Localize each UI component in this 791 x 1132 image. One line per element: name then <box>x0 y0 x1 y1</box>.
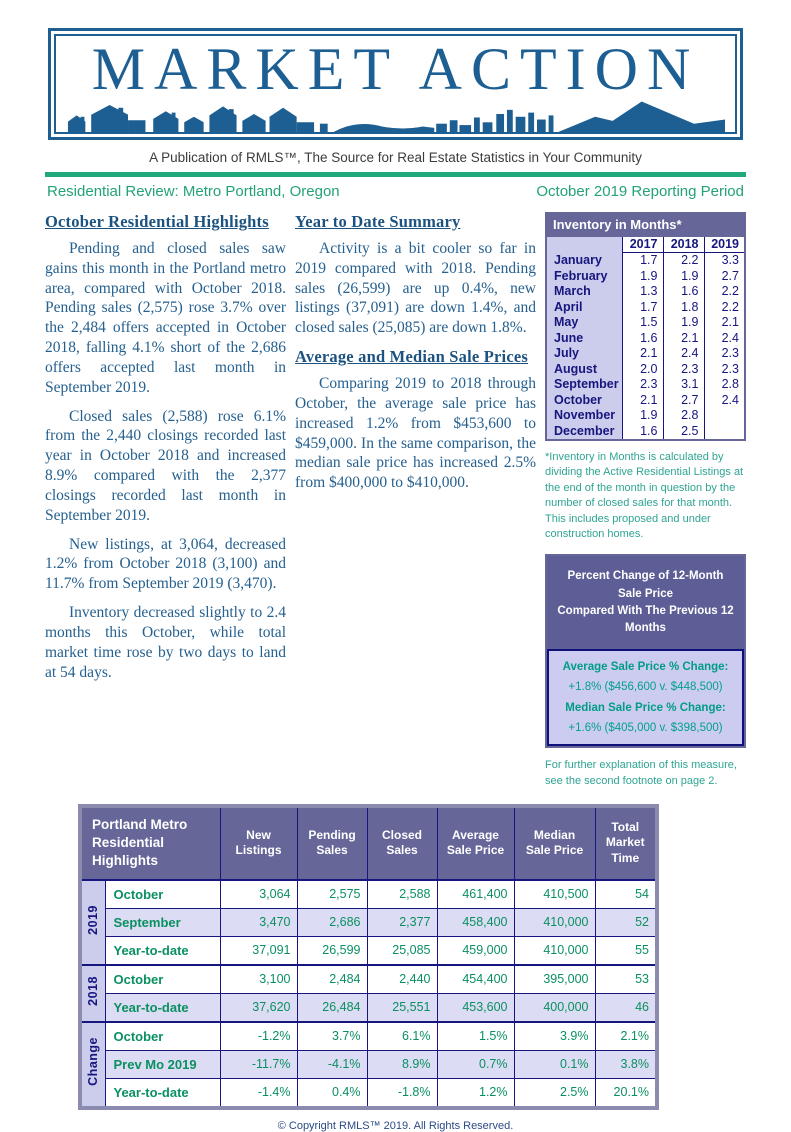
inventory-row <box>546 300 745 316</box>
summary-value-cell: 1.2% <box>437 1078 514 1108</box>
summary-value-cell: 3.7% <box>297 1022 367 1051</box>
summary-value-cell: 25,551 <box>367 993 437 1022</box>
inventory-value-cell <box>704 424 745 441</box>
highlights-paragraph: Pending and closed sales saw gains this month in the Portland metro area, compared with October 2018. Pending sales (2,575) rose 3.7% over the 2,484 offers accepted in October 2018, falling 4.1% short of the 2,686 offers accepted last month in September 2019. <box>45 240 286 396</box>
page-title: MARKET ACTION <box>91 36 700 102</box>
inventory-month-label: November <box>546 408 622 424</box>
green-divider <box>45 172 746 177</box>
summary-row-label: Year-to-date <box>105 936 220 965</box>
inventory-row <box>546 331 745 347</box>
inventory-value-cell: 3.1 <box>663 377 704 393</box>
summary-value-cell: 54 <box>595 880 657 909</box>
summary-value-cell: 8.9% <box>367 1050 437 1078</box>
inventory-year-header: 2019 <box>704 237 745 253</box>
summary-value-cell: 400,000 <box>514 993 595 1022</box>
summary-row <box>80 908 657 936</box>
summary-value-cell: -11.7% <box>220 1050 297 1078</box>
inventory-value-cell: 1.6 <box>622 331 663 347</box>
summary-row-label: October <box>105 880 220 909</box>
inventory-row <box>546 253 745 269</box>
summary-value-cell: 410,000 <box>514 936 595 965</box>
summary-year-group-cell <box>80 1022 105 1108</box>
summary-year-group-label: 2019 <box>86 904 101 935</box>
copyright-notice: © Copyright RMLS™ 2019. All Rights Reserved. <box>277 1119 514 1132</box>
summary-value-cell: 459,000 <box>437 936 514 965</box>
inventory-month-label: May <box>546 315 622 331</box>
review-row <box>45 183 746 200</box>
highlights-heading: October Residential Highlights <box>45 212 269 231</box>
inventory-value-cell: 2.5 <box>663 424 704 441</box>
summary-value-cell: 2,575 <box>297 880 367 909</box>
inventory-value-cell: 2.4 <box>704 393 745 409</box>
summary-value-cell: 2,484 <box>297 965 367 994</box>
sale-prices-heading: Average and Median Sale Prices <box>295 347 528 367</box>
inventory-row <box>546 284 745 300</box>
summary-row <box>80 1078 657 1108</box>
avg-sale-price-change-value: +1.8% ($456,600 v. $448,500) <box>568 681 723 694</box>
inventory-month-label: July <box>546 346 622 362</box>
inventory-value-cell: 1.3 <box>622 284 663 300</box>
inventory-row <box>546 424 745 441</box>
median-sale-price-change-value: +1.6% ($405,000 v. $398,500) <box>568 721 723 734</box>
summary-value-cell: 37,620 <box>220 993 297 1022</box>
inventory-value-cell: 2.7 <box>663 393 704 409</box>
inventory-value-cell: 1.9 <box>663 315 704 331</box>
inventory-value-cell: 1.5 <box>622 315 663 331</box>
ytd-column <box>295 212 536 790</box>
inventory-table <box>545 212 746 441</box>
inventory-month-label: December <box>546 424 622 441</box>
median-sale-price-change-label: Median Sale Price % Change: <box>565 701 726 714</box>
summary-value-cell: 2,440 <box>367 965 437 994</box>
inventory-value-cell: 2.2 <box>704 284 745 300</box>
inventory-year-header-row <box>546 237 745 253</box>
summary-column-header: Pending Sales <box>297 806 367 880</box>
summary-value-cell: 20.1% <box>595 1078 657 1108</box>
summary-column-header: Median Sale Price <box>514 806 595 880</box>
highlights-column <box>45 212 286 790</box>
summary-value-cell: 2.5% <box>514 1078 595 1108</box>
inventory-month-label: April <box>546 300 622 316</box>
summary-value-cell: -1.8% <box>367 1078 437 1108</box>
inventory-footnote: *Inventory in Months is calculated by dividing the Active Residential Listings at the end of the month in question by the number of closed sales for that month. This includes proposed and under construction homes. <box>545 451 744 540</box>
inventory-value-cell: 1.9 <box>663 269 704 285</box>
summary-row-label: September <box>105 908 220 936</box>
summary-year-group-cell <box>80 880 105 965</box>
inventory-value-cell: 1.7 <box>622 253 663 269</box>
summary-year-group-cell <box>80 965 105 1022</box>
summary-row-label: October <box>105 1022 220 1051</box>
inventory-row <box>546 346 745 362</box>
inventory-row <box>546 315 745 331</box>
inventory-value-cell: 2.1 <box>622 393 663 409</box>
summary-row <box>80 1022 657 1051</box>
summary-row-label: Prev Mo 2019 <box>105 1050 220 1078</box>
inventory-value-cell: 2.3 <box>663 362 704 378</box>
inventory-month-label: October <box>546 393 622 409</box>
highlights-paragraph: Inventory decreased slightly to 2.4 months this October, while total market time rose by two days to land at 54 days. <box>45 604 286 681</box>
summary-value-cell: 2,686 <box>297 908 367 936</box>
inventory-value-cell: 2.3 <box>622 377 663 393</box>
summary-value-cell: 461,400 <box>437 880 514 909</box>
avg-sale-price-change-label: Average Sale Price % Change: <box>562 661 729 674</box>
summary-value-cell: 458,400 <box>437 908 514 936</box>
summary-value-cell: 3.8% <box>595 1050 657 1078</box>
summary-value-cell: 3.9% <box>514 1022 595 1051</box>
percent-change-box <box>545 554 746 748</box>
summary-value-cell: -1.2% <box>220 1022 297 1051</box>
inventory-row <box>546 393 745 409</box>
inventory-value-cell <box>704 408 745 424</box>
inventory-value-cell: 1.9 <box>622 269 663 285</box>
summary-value-cell: 26,484 <box>297 993 367 1022</box>
summary-value-cell: 2.1% <box>595 1022 657 1051</box>
summary-year-group-label: 2018 <box>86 975 101 1006</box>
summary-table-body <box>80 880 657 1108</box>
summary-value-cell: 3,470 <box>220 908 297 936</box>
summary-value-cell: 26,599 <box>297 936 367 965</box>
sale-prices-paragraph: Comparing 2019 to 2018 through October, the average sale price has increased 1.2% from $453,600 to $459,000. In the same comparison, the median sale price has increased 2.5% from $400,000 to $410,000. <box>295 375 536 492</box>
summary-table-wrap <box>78 804 746 1110</box>
summary-value-cell: 3,100 <box>220 965 297 994</box>
summary-column-header: Total Market Time <box>595 806 657 880</box>
inventory-value-cell: 1.9 <box>622 408 663 424</box>
inventory-table-title: Inventory in Months* <box>546 213 745 237</box>
summary-table-title: Portland Metro Residential Highlights <box>80 806 220 880</box>
inventory-value-cell: 2.8 <box>663 408 704 424</box>
summary-value-cell: 1.5% <box>437 1022 514 1051</box>
inventory-corner-cell <box>546 237 622 253</box>
masthead-inner-frame <box>54 34 737 134</box>
inventory-value-cell: 2.0 <box>622 362 663 378</box>
inventory-month-label: March <box>546 284 622 300</box>
summary-row-label: October <box>105 965 220 994</box>
summary-value-cell: 2,377 <box>367 908 437 936</box>
inventory-value-cell: 2.3 <box>704 346 745 362</box>
summary-value-cell: 0.7% <box>437 1050 514 1078</box>
reporting-period-label: October 2019 Reporting Period <box>536 183 744 200</box>
summary-column-header: New Listings <box>220 806 297 880</box>
inventory-value-cell: 2.2 <box>704 300 745 316</box>
publication-tagline: A Publication of RMLS™, The Source for Real Estate Statistics in Your Community <box>149 150 642 165</box>
inventory-value-cell: 2.7 <box>704 269 745 285</box>
inventory-value-cell: 2.1 <box>622 346 663 362</box>
inventory-row <box>546 269 745 285</box>
percent-change-box-body <box>547 649 744 746</box>
inventory-value-cell: 1.6 <box>622 424 663 441</box>
summary-value-cell: 395,000 <box>514 965 595 994</box>
summary-row <box>80 936 657 965</box>
inventory-value-cell: 2.4 <box>663 346 704 362</box>
report-region-label: Residential Review: Metro Portland, Oregon <box>47 183 340 200</box>
summary-value-cell: 2,588 <box>367 880 437 909</box>
inventory-month-label: September <box>546 377 622 393</box>
summary-row <box>80 1050 657 1078</box>
summary-year-group-label: Change <box>86 1037 101 1086</box>
summary-value-cell: -4.1% <box>297 1050 367 1078</box>
summary-value-cell: 3,064 <box>220 880 297 909</box>
ytd-paragraph: Activity is a bit cooler so far in 2019 compared with 2018. Pending sales (26,599) are up 0.4%, new listings (37,091) are down 1.4%, and closed sales (25,085) are down 1.8%. <box>295 240 536 337</box>
summary-value-cell: 0.4% <box>297 1078 367 1108</box>
inventory-year-header: 2018 <box>663 237 704 253</box>
ytd-heading: Year to Date Summary <box>295 212 461 231</box>
summary-column-header: Average Sale Price <box>437 806 514 880</box>
content-columns <box>45 212 746 790</box>
summary-row <box>80 965 657 994</box>
inventory-value-cell: 2.1 <box>663 331 704 347</box>
summary-value-cell: 454,400 <box>437 965 514 994</box>
summary-value-cell: -1.4% <box>220 1078 297 1108</box>
further-explanation-note: For further explanation of this measure, see the second footnote on page 2. <box>545 758 737 788</box>
highlights-paragraph: New listings, at 3,064, decreased 1.2% from October 2018 (3,100) and 11.7% from September 2019 (3,470). <box>45 535 286 593</box>
summary-value-cell: 25,085 <box>367 936 437 965</box>
summary-value-cell: 55 <box>595 936 657 965</box>
summary-value-cell: 410,500 <box>514 880 595 909</box>
summary-value-cell: 453,600 <box>437 993 514 1022</box>
inventory-row <box>546 362 745 378</box>
summary-row <box>80 993 657 1022</box>
inventory-value-cell: 2.4 <box>704 331 745 347</box>
inventory-value-cell: 2.1 <box>704 315 745 331</box>
summary-value-cell: 6.1% <box>367 1022 437 1051</box>
summary-row-label: Year-to-date <box>105 993 220 1022</box>
inventory-value-cell: 1.6 <box>663 284 704 300</box>
inventory-value-cell: 1.8 <box>663 300 704 316</box>
summary-value-cell: 410,000 <box>514 908 595 936</box>
summary-header-row <box>80 806 657 880</box>
summary-value-cell: 0.1% <box>514 1050 595 1078</box>
inventory-month-label: February <box>546 269 622 285</box>
summary-value-cell: 53 <box>595 965 657 994</box>
inventory-value-cell: 2.3 <box>704 362 745 378</box>
summary-value-cell: 52 <box>595 908 657 936</box>
city-skyline-icon <box>66 96 725 132</box>
inventory-month-label: August <box>546 362 622 378</box>
inventory-table-body <box>546 253 745 441</box>
inventory-row <box>546 408 745 424</box>
inventory-value-cell: 3.3 <box>704 253 745 269</box>
masthead-box <box>48 28 743 140</box>
summary-row <box>80 880 657 909</box>
summary-value-cell: 37,091 <box>220 936 297 965</box>
summary-column-header: Closed Sales <box>367 806 437 880</box>
inventory-value-cell: 2.8 <box>704 377 745 393</box>
inventory-month-label: June <box>546 331 622 347</box>
inventory-row <box>546 377 745 393</box>
inventory-month-label: January <box>546 253 622 269</box>
inventory-value-cell: 2.2 <box>663 253 704 269</box>
summary-row-label: Year-to-date <box>105 1078 220 1108</box>
highlights-paragraph: Closed sales (2,588) rose 6.1% from the 2,440 closings recorded last year in October 2018 and increased 8.9% compared with the 2,377 closings recorded last month in September 2019. <box>45 407 286 524</box>
inventory-value-cell: 1.7 <box>622 300 663 316</box>
summary-value-cell: 46 <box>595 993 657 1022</box>
summary-table <box>78 804 659 1110</box>
inventory-year-header: 2017 <box>622 237 663 253</box>
inventory-column <box>545 212 746 790</box>
percent-change-box-title: Percent Change of 12-Month Sale Price Compared With The Previous 12 Months <box>547 556 744 649</box>
